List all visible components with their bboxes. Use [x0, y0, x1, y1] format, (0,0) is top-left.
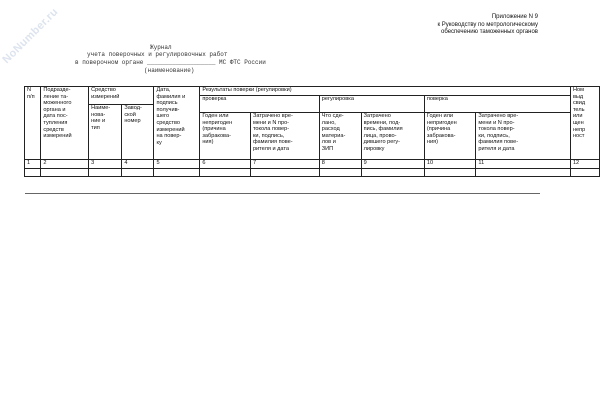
- header-cell: Подразде- ление та- моженного органа и дата пос- тупления средств измерений: [41, 87, 89, 160]
- appendix-line: к Руководству по метрологическому: [437, 21, 538, 28]
- empty-cell: [319, 169, 361, 177]
- empty-cell: [41, 169, 89, 177]
- header-cell: Завод- ской номер: [122, 105, 154, 160]
- number-cell: 9: [361, 160, 424, 169]
- number-cell: 6: [200, 160, 251, 169]
- number-cell: 2: [41, 160, 89, 169]
- empty-cell: [154, 169, 200, 177]
- header-cell: Ном выд свид тель или щен непр ност: [570, 87, 599, 160]
- number-cell: 12: [570, 160, 599, 169]
- header-cell: Что сде- лано, расход материа- лов и ЗИП: [319, 113, 361, 160]
- empty-cell: [361, 169, 424, 177]
- empty-cell: [424, 169, 476, 177]
- empty-cell: [25, 169, 41, 177]
- journal-title: Журнал: [150, 44, 172, 51]
- header-cell: Результаты поверки (регулировки): [200, 87, 571, 96]
- header-cell: поверка: [424, 96, 570, 113]
- column-number-row: [25, 160, 600, 169]
- watermark: NoNumber.ru: [0, 5, 61, 67]
- header-cell: Затрачено вре- мени и N про- токола повер- ки, подпись, фамилия пове- рителя и дата: [476, 113, 571, 160]
- header-cell: N п/п: [25, 87, 41, 160]
- journal-caption: (наименование): [144, 67, 195, 74]
- header-cell: проверка: [200, 96, 319, 113]
- journal-line: в поверочном органе ___________________ МС ФТС России: [75, 59, 266, 66]
- empty-cell: [122, 169, 154, 177]
- header-cell: Затрачено времени, под- пись, фамилия лица, прово- дившего регу- лировку: [361, 113, 424, 160]
- appendix-header: [437, 14, 538, 37]
- number-cell: 5: [154, 160, 200, 169]
- empty-cell: [200, 169, 251, 177]
- divider-line: [25, 193, 540, 194]
- header-cell: Средство измерений: [89, 87, 154, 105]
- header-cell: Годен или непригоден (причина забракова- ния): [424, 113, 476, 160]
- header-cell: Дата, фамилия и подпись получив- шего средство измерений на повер- ку: [154, 87, 200, 160]
- number-cell: 7: [250, 160, 319, 169]
- empty-cell: [250, 169, 319, 177]
- header-cell: регулировка: [319, 96, 424, 113]
- header-cell: Годен или непригоден (причина забракова- ния): [200, 113, 251, 160]
- number-cell: 10: [424, 160, 476, 169]
- empty-cell: [476, 169, 571, 177]
- number-cell: 11: [476, 160, 571, 169]
- journal-table: [24, 86, 600, 177]
- number-cell: 8: [319, 160, 361, 169]
- number-cell: 3: [89, 160, 122, 169]
- header-cell: Затрачено вре- мени и N про- токола повер- ки, подпись, фамилия пове- рителя и дата: [250, 113, 319, 160]
- empty-cell: [570, 169, 599, 177]
- number-cell: 1: [25, 160, 41, 169]
- empty-row: [25, 169, 600, 177]
- appendix-line: обеспечению таможенных органов: [441, 29, 538, 35]
- header-cell: Наиме- нова- ние и тип: [89, 105, 122, 160]
- number-cell: 4: [122, 160, 154, 169]
- journal-line: учета поверочных и регулировочных работ: [87, 51, 228, 58]
- empty-cell: [89, 169, 122, 177]
- appendix-line: Приложение N 9: [491, 14, 538, 20]
